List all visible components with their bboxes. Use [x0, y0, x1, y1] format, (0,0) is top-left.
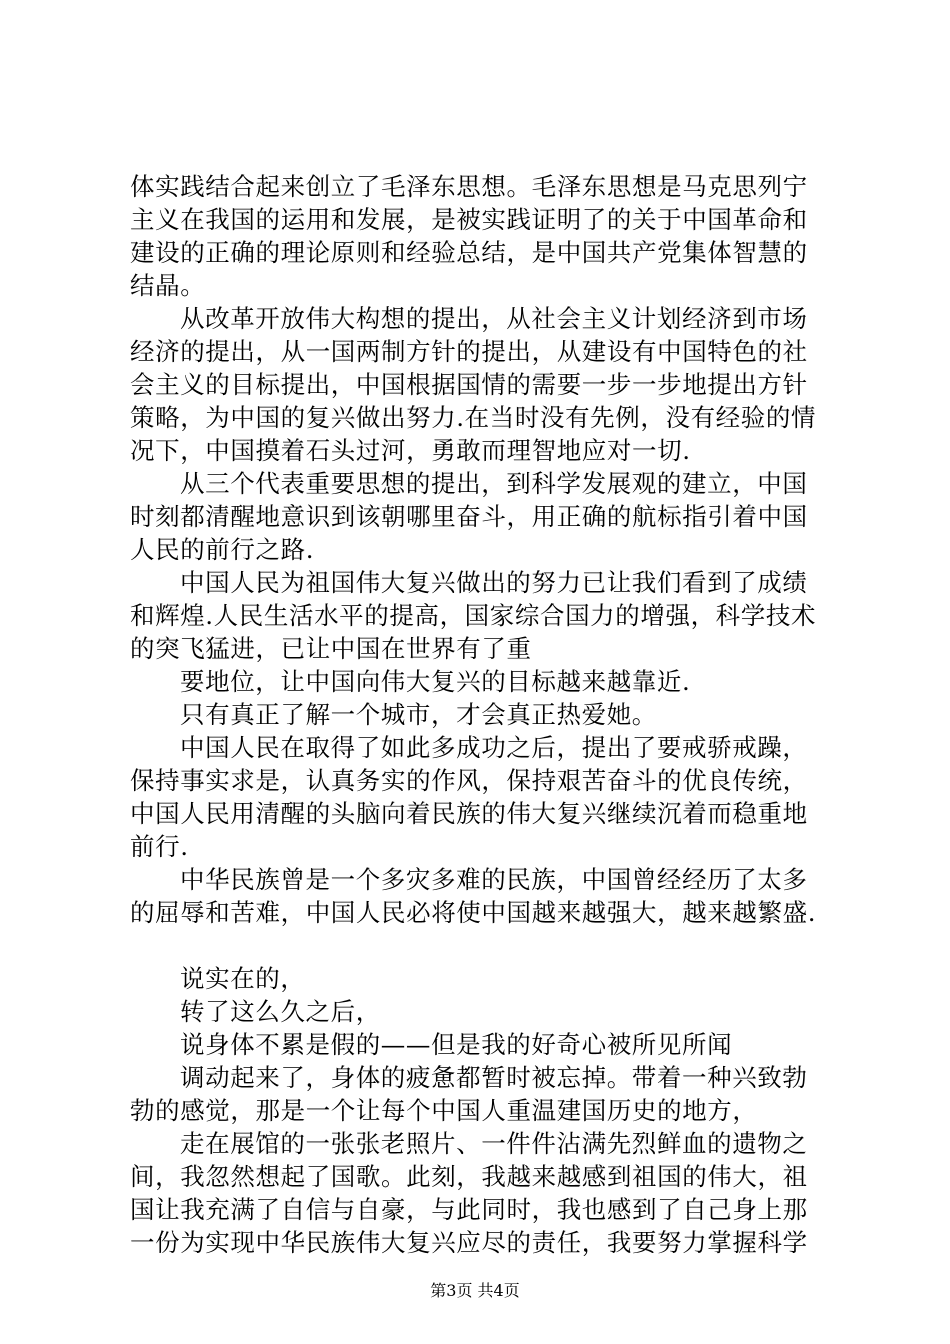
text-line: 走在展馆的一张张老照片、一件件沾满先烈鲜血的遗物之 — [180, 1129, 808, 1158]
text-line: 调动起来了，身体的疲惫都暂时被忘掉。带着一种兴致勃 — [180, 1063, 808, 1092]
text-line: 和辉煌.人民生活水平的提高，国家综合国力的增强，科学技术 — [130, 601, 817, 630]
text-line: 从改革开放伟大构想的提出，从社会主义计划经济到市场 — [180, 304, 808, 333]
text-line: 中国人民在取得了如此多成功之后，提出了要戒骄戒躁， — [180, 733, 808, 762]
text-line: 的突飞猛进，已让中国在世界有了重 — [130, 634, 532, 663]
text-line: 策略，为中国的复兴做出努力.在当时没有先例，没有经验的情 — [130, 403, 817, 432]
text-line: 要地位，让中国向伟大复兴的目标越来越靠近. — [180, 667, 691, 696]
text-line: 会主义的目标提出，中国根据国情的需要一步一步地提出方针 — [130, 370, 808, 399]
page-footer: 第3页 共4页 — [430, 1281, 520, 1300]
text-line: 转了这么久之后， — [180, 997, 381, 1026]
text-line: 说实在的， — [180, 964, 306, 993]
blank-line — [130, 929, 830, 962]
text-line: 经济的提出，从一国两制方针的提出，从建设有中国特色的社 — [130, 337, 808, 366]
text-line: 时刻都清醒地意识到该朝哪里奋斗，用正确的航标指引着中国 — [130, 502, 808, 531]
text-line: 建设的正确的理论原则和经验总结，是中国共产党集体智慧的 — [130, 238, 808, 267]
text-line: 从三个代表重要思想的提出，到科学发展观的建立，中国 — [180, 469, 808, 498]
text-line: 中国人民为祖国伟大复兴做出的努力已让我们看到了成绩 — [180, 568, 808, 597]
text-line: 只有真正了解一个城市，才会真正热爱她。 — [180, 700, 657, 729]
text-line: 中国人民用清醒的头脑向着民族的伟大复兴继续沉着而稳重地 — [130, 799, 808, 828]
text-line: 勃的感觉，那是一个让每个中国人重温建国历史的地方， — [130, 1096, 758, 1125]
text-line: 说身体不累是假的——但是我的好奇心被所见所闻 — [180, 1030, 733, 1059]
text-line: 人民的前行之路. — [130, 535, 315, 564]
text-line: 况下，中国摸着石头过河，勇敢而理智地应对一切. — [130, 436, 691, 465]
text-line: 保持事实求是，认真务实的作风，保持艰苦奋斗的优良传统， — [130, 766, 808, 795]
document-body — [130, 170, 830, 1259]
text-line: 主义在我国的运用和发展，是被实践证明了的关于中国革命和 — [130, 205, 808, 234]
text-line: 的屈辱和苦难，中国人民必将使中国越来越强大，越来越繁盛. — [130, 898, 817, 927]
text-line: 结晶。 — [130, 271, 206, 300]
text-line: 中华民族曾是一个多灾多难的民族，中国曾经经历了太多 — [180, 865, 808, 894]
text-line: 一份为实现中华民族伟大复兴应尽的责任，我要努力掌握科学 — [130, 1228, 808, 1257]
text-line: 间，我忽然想起了国歌。此刻，我越来越感到祖国的伟大，祖 — [130, 1162, 808, 1191]
text-line: 国让我充满了自信与自豪，与此同时，我也感到了自己身上那 — [130, 1195, 808, 1224]
text-line: 体实践结合起来创立了毛泽东思想。毛泽东思想是马克思列宁 — [130, 172, 808, 201]
text-line: 前行. — [130, 832, 189, 861]
